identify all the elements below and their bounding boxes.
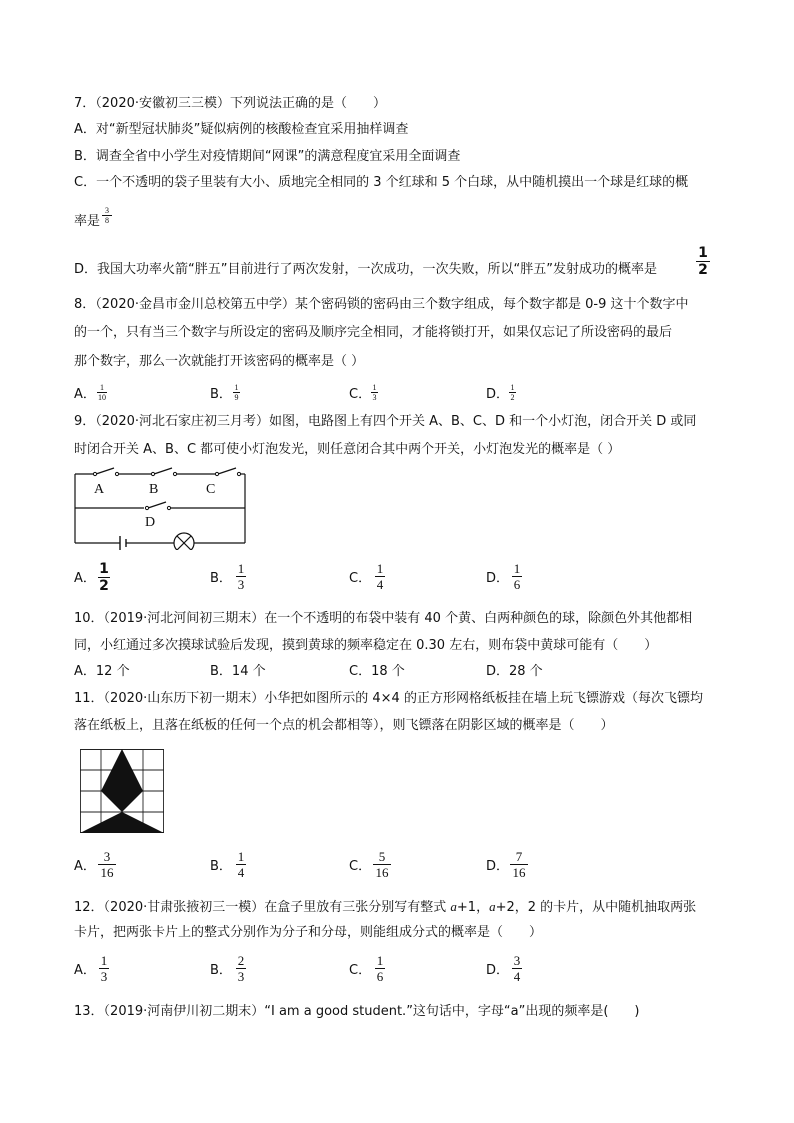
- q7-option-c: C．一个不透明的袋子里装有大小、质地完全相同的 3 个红球和 5 个白球，从中随机摸出一个球是红球的概: [74, 175, 689, 190]
- q11-option-c: C．: [349, 859, 372, 874]
- q9-stem-line1: 9．（2020·河北石家庄初三月考）如图，电路图上有四个开关 A、B、C、D 和一个小灯泡，闭合开关 D 或同: [74, 414, 697, 429]
- dartboard-grid-figure: [80, 749, 164, 833]
- q13-stem: 13．（2019·河南伊川初二期末）“I am a good student.”这句话中，字母“a”出现的频率是( ): [74, 1004, 640, 1019]
- q11-option-b: B．: [210, 859, 232, 874]
- q8-option-c: C．: [349, 387, 372, 402]
- q7-d-fraction: 1 2: [696, 245, 710, 278]
- q8-stem-line1: 8．（2020·金昌市金川总校第五中学）某个密码锁的密码由三个数字组成，每个数字都是 0-9 这十个数字中: [74, 297, 689, 312]
- q12-option-a: A．: [74, 963, 96, 978]
- q12-option-a-fraction: 1 3: [100, 953, 108, 984]
- q10-stem-line2: 同，小红通过多次摸球试验后发现，摸到黄球的频率稳定在 0.30 左右，则布袋中黄球可能有（ ）: [74, 638, 658, 653]
- q10-option-b: B．14 个: [210, 664, 266, 679]
- q9-option-a-fraction: 1 2: [99, 561, 109, 594]
- q11-option-a-fraction: 3 16: [98, 849, 116, 880]
- q10-option-c: C．18 个: [349, 664, 405, 679]
- q8-stem-line2: 的一个，只有当三个数字与所设定的密码及顺序完全相同，才能将锁打开，如果仅忘记了所设密码的最后: [74, 325, 673, 340]
- q12-option-c: C．: [349, 963, 372, 978]
- q12-option-b: B．: [210, 963, 232, 978]
- shaded-triangle: [80, 812, 164, 833]
- q7-option-b: B．调查全省中小学生对疫情期间“网课”的满意程度宜采用全面调查: [74, 149, 461, 164]
- q12-option-c-fraction: 1 6: [376, 953, 384, 984]
- q12-option-b-fraction: 2 3: [237, 953, 245, 984]
- q12-option-d: D．: [486, 963, 510, 978]
- q8-option-b-fraction: 1 9: [234, 383, 239, 402]
- circuit-diagram: [70, 464, 250, 550]
- switch-label-c: C: [206, 482, 216, 497]
- q8-option-d: D．: [486, 387, 510, 402]
- q12-stem-line2: 卡片，把两张卡片上的整式分别作为分子和分母，则能组成分式的概率是（ ）: [74, 925, 543, 940]
- q8-option-c-fraction: 1 3: [372, 383, 377, 402]
- q8-option-a-fraction: 1 10: [98, 383, 106, 402]
- q7-option-d: D．我国大功率火箭“胖五”目前进行了两次发射，一次成功，一次失败，所以“胖五”发射成功的概率是: [74, 262, 657, 277]
- switch-label-a: A: [94, 482, 105, 497]
- q7-stem: 7．（2020·安徽初三三模）下列说法正确的是（ ）: [74, 96, 386, 111]
- switch-label-d: D: [145, 515, 156, 530]
- q11-option-b-fraction: 1 4: [237, 849, 245, 880]
- q9-option-c: C．: [349, 571, 372, 586]
- q7-option-c-cont: 率是: [74, 214, 101, 229]
- q9-option-b-fraction: 1 3: [237, 561, 245, 592]
- q8-option-a: A．: [74, 387, 96, 402]
- q9-option-d-fraction: 1 6: [513, 561, 521, 592]
- shaded-kite: [101, 749, 143, 812]
- q10-option-a: A．12 个: [74, 664, 130, 679]
- q10-option-d: D．28 个: [486, 664, 543, 679]
- q11-option-d: D．: [486, 859, 510, 874]
- q8-option-b: B．: [210, 387, 232, 402]
- switch-label-b: B: [149, 482, 159, 497]
- q11-option-d-fraction: 7 16: [510, 849, 528, 880]
- q11-option-a: A．: [74, 859, 96, 874]
- q8-option-d-fraction: 1 2: [510, 383, 515, 402]
- q10-stem-line1: 10．（2019·河北河间初三期末）在一个不透明的布袋中装有 40 个黄、白两种颜色的球，除颜色外其他都相: [74, 611, 693, 626]
- q9-option-d: D．: [486, 571, 510, 586]
- q7-option-a: A．对“新型冠状肺炎”疑似病例的核酸检查宜采用抽样调查: [74, 122, 409, 137]
- q9-option-c-fraction: 1 4: [376, 561, 384, 592]
- q12-stem-line1: 12．（2020·甘肃张掖初三一模）在盒子里放有三张分别写有整式 a+1，a+2，2 的卡片，从中随机抽取两张: [74, 899, 697, 915]
- q7-c-fraction: 3 8: [102, 206, 112, 225]
- q8-stem-line3: 那个数字，那么一次就能打开该密码的概率是（ ）: [74, 354, 365, 369]
- q9-option-b: B．: [210, 571, 232, 586]
- q11-option-c-fraction: 5 16: [373, 849, 391, 880]
- q9-option-a: A．: [74, 571, 96, 586]
- q11-stem-line2: 落在纸板上，且落在纸板的任何一个点的机会都相等），则飞镖落在阴影区域的概率是（ ）: [74, 718, 614, 733]
- q11-stem-line1: 11．（2020·山东历下初一期末）小华把如图所示的 4×4 的正方形网格纸板挂在墙上玩飞镖游戏（每次飞镖均: [74, 691, 703, 706]
- q12-option-d-fraction: 3 4: [513, 953, 521, 984]
- q9-stem-line2: 时闭合开关 A、B、C 都可使小灯泡发光，则任意闭合其中两个开关，小灯泡发光的概率是（ ）: [74, 442, 621, 457]
